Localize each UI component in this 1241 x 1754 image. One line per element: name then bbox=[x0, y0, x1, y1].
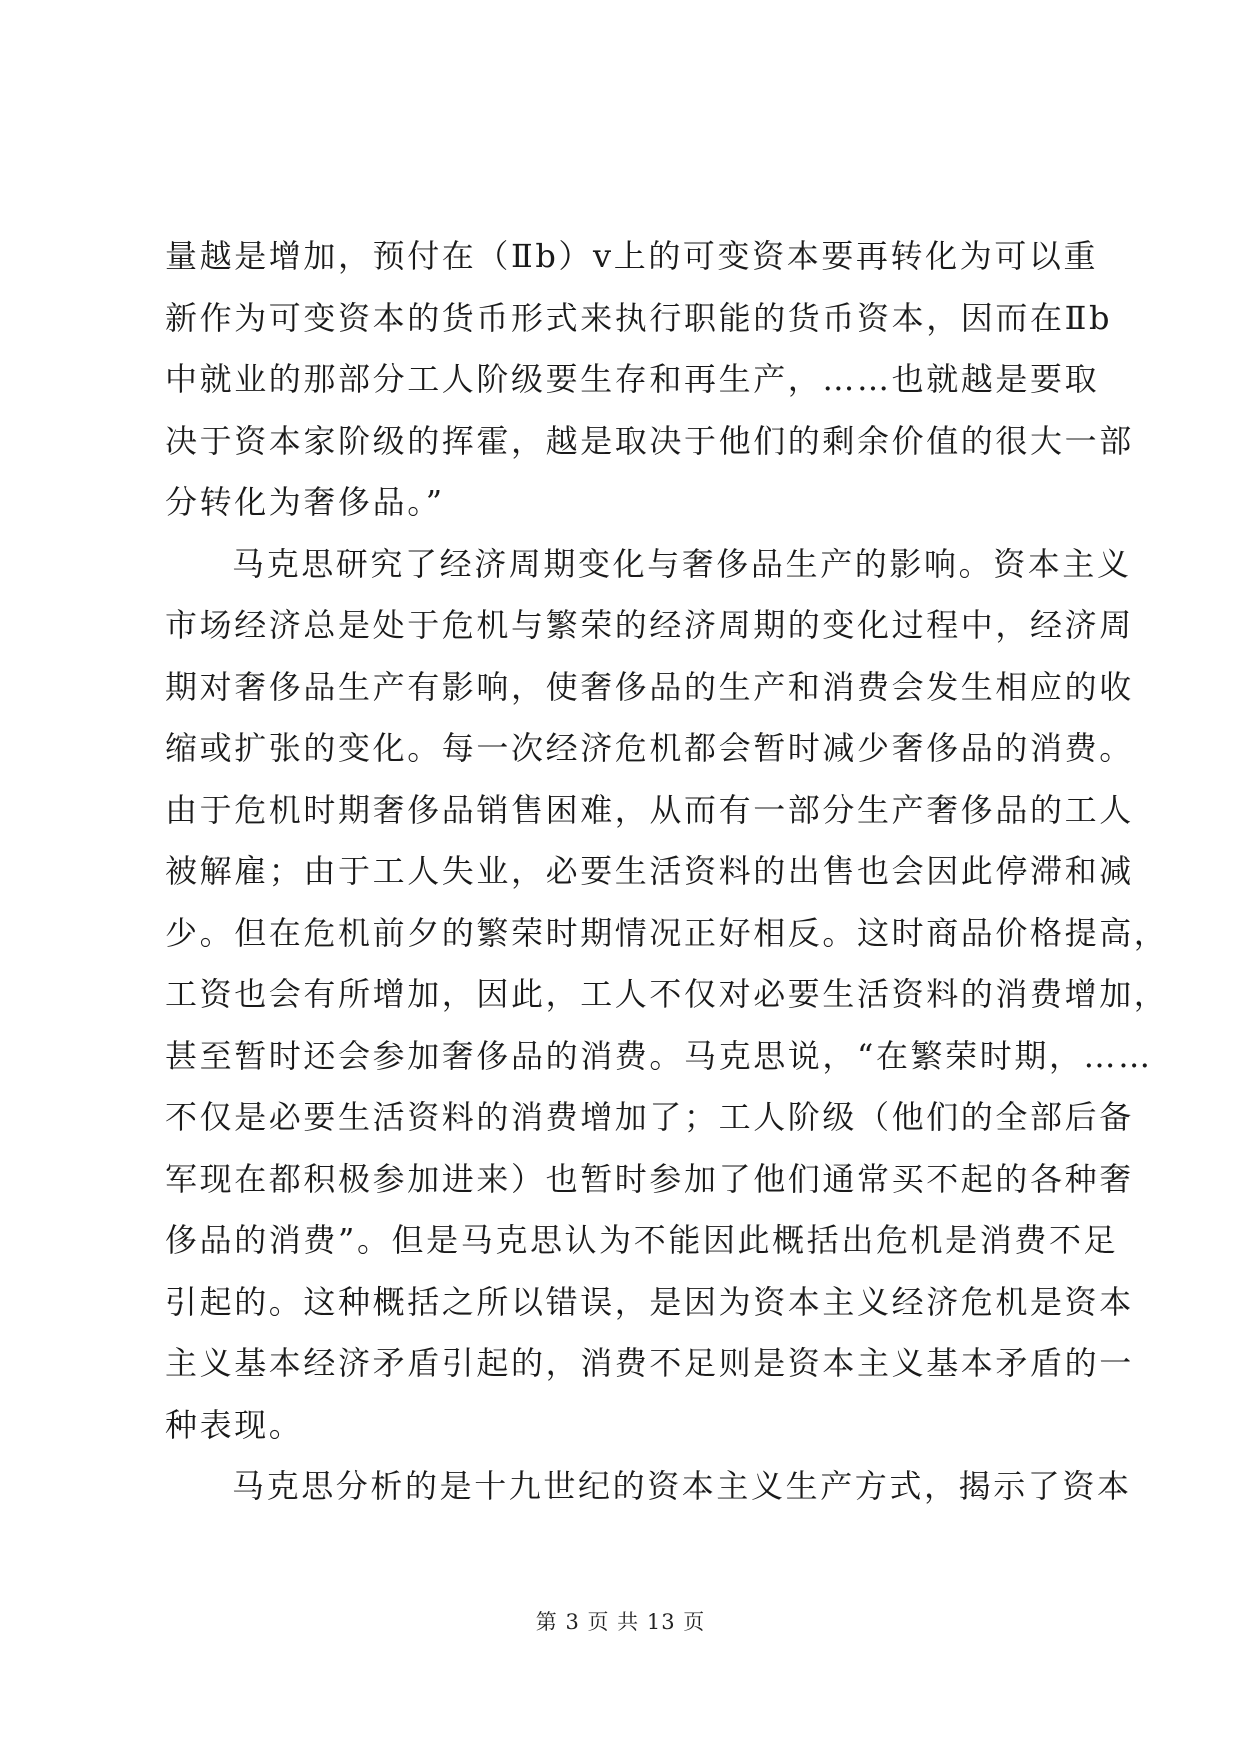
text-line: 中就业的那部分工人阶级要生存和再生产，……也就越是要取 bbox=[165, 360, 1100, 398]
body-text bbox=[165, 226, 1169, 1518]
text-line: 缩或扩张的变化。每一次经济危机都会暂时减少奢侈品的消费。 bbox=[165, 729, 1134, 767]
text-line: 工资也会有所增加，因此，工人不仅对必要生活资料的消费增加， bbox=[165, 975, 1169, 1013]
text-line: 主义基本经济矛盾引起的，消费不足则是资本主义基本矛盾的一 bbox=[165, 1344, 1134, 1382]
text-line: 被解雇；由于工人失业，必要生活资料的出售也会因此停滞和减 bbox=[165, 852, 1134, 890]
text-line: 量越是增加，预付在（Ⅱb）v上的可变资本要再转化为可以重 bbox=[165, 237, 1099, 275]
text-line: 种表现。 bbox=[165, 1405, 304, 1444]
text-line: 少。但在危机前夕的繁荣时期情况正好相反。这时商品价格提高， bbox=[165, 913, 1169, 952]
text-line: 市场经济总是处于危机与繁荣的经济周期的变化过程中，经济周 bbox=[165, 606, 1134, 644]
text-line: 决于资本家阶级的挥霍，越是取决于他们的剩余价值的很大一部 bbox=[165, 421, 1134, 460]
paragraph-first-line: 马克思研究了经济周期变化与奢侈品生产的影响。资本主义 bbox=[232, 544, 1132, 583]
text-line: 侈品的消费”。但是马克思认为不能因此概括出危机是消费不足 bbox=[165, 1221, 1119, 1259]
text-line: 引起的。这种概括之所以错误，是因为资本主义经济危机是资本 bbox=[165, 1282, 1134, 1321]
text-line: 由于危机时期奢侈品销售困难，从而有一部分生产奢侈品的工人 bbox=[165, 790, 1134, 829]
text-line: 新作为可变资本的货币形式来执行职能的货币资本，因而在Ⅱb bbox=[165, 298, 1113, 337]
paragraph-first-line: 马克思分析的是十九世纪的资本主义生产方式，揭示了资本 bbox=[232, 1467, 1132, 1505]
text-line: 甚至暂时还会参加奢侈品的消费。马克思说，“在繁荣时期，…… bbox=[165, 1036, 1153, 1075]
text-line: 期对奢侈品生产有影响，使奢侈品的生产和消费会发生相应的收 bbox=[165, 667, 1134, 706]
text-line: 军现在都积极参加进来）也暂时参加了他们通常买不起的各种奢 bbox=[165, 1159, 1134, 1198]
text-line: 分转化为奢侈品。” bbox=[165, 483, 445, 521]
page-number-footer: 第 3 页 共 13 页 bbox=[535, 1610, 706, 1634]
text-line: 不仅是必要生活资料的消费增加了；工人阶级（他们的全部后备 bbox=[165, 1098, 1134, 1136]
